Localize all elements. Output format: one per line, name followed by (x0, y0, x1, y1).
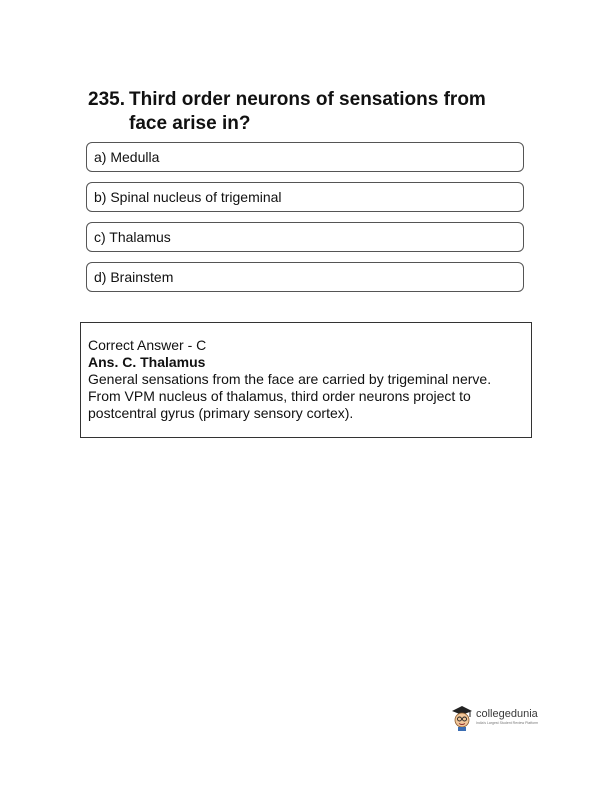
question-number: 235. (88, 89, 125, 110)
correct-answer-label: Correct Answer - C (88, 337, 207, 353)
answer-explanation-line-3: postcentral gyrus (primary sensory cortex). (88, 405, 354, 421)
answer-title: Ans. C. Thalamus (88, 354, 206, 370)
option-c[interactable]: c) Thalamus (86, 222, 524, 252)
logo-tagline: India's Largest Student Review Platform (476, 721, 539, 725)
option-a[interactable]: a) Medulla (86, 142, 524, 172)
logo-name: collegedunia (476, 708, 538, 720)
collegedunia-logo (450, 705, 550, 733)
option-b[interactable]: b) Spinal nucleus of trigeminal (86, 182, 524, 212)
answer-explanation-line-1: General sensations from the face are carried by trigeminal nerve. (88, 371, 492, 387)
answer-box (80, 322, 532, 438)
question-text: Third order neurons of sensations from face arise in? (129, 89, 486, 134)
student-mascot-icon (450, 705, 474, 731)
answer-explanation-line-2: From VPM nucleus of thalamus, third order neurons project to (88, 388, 471, 404)
option-d[interactable]: d) Brainstem (86, 262, 524, 292)
